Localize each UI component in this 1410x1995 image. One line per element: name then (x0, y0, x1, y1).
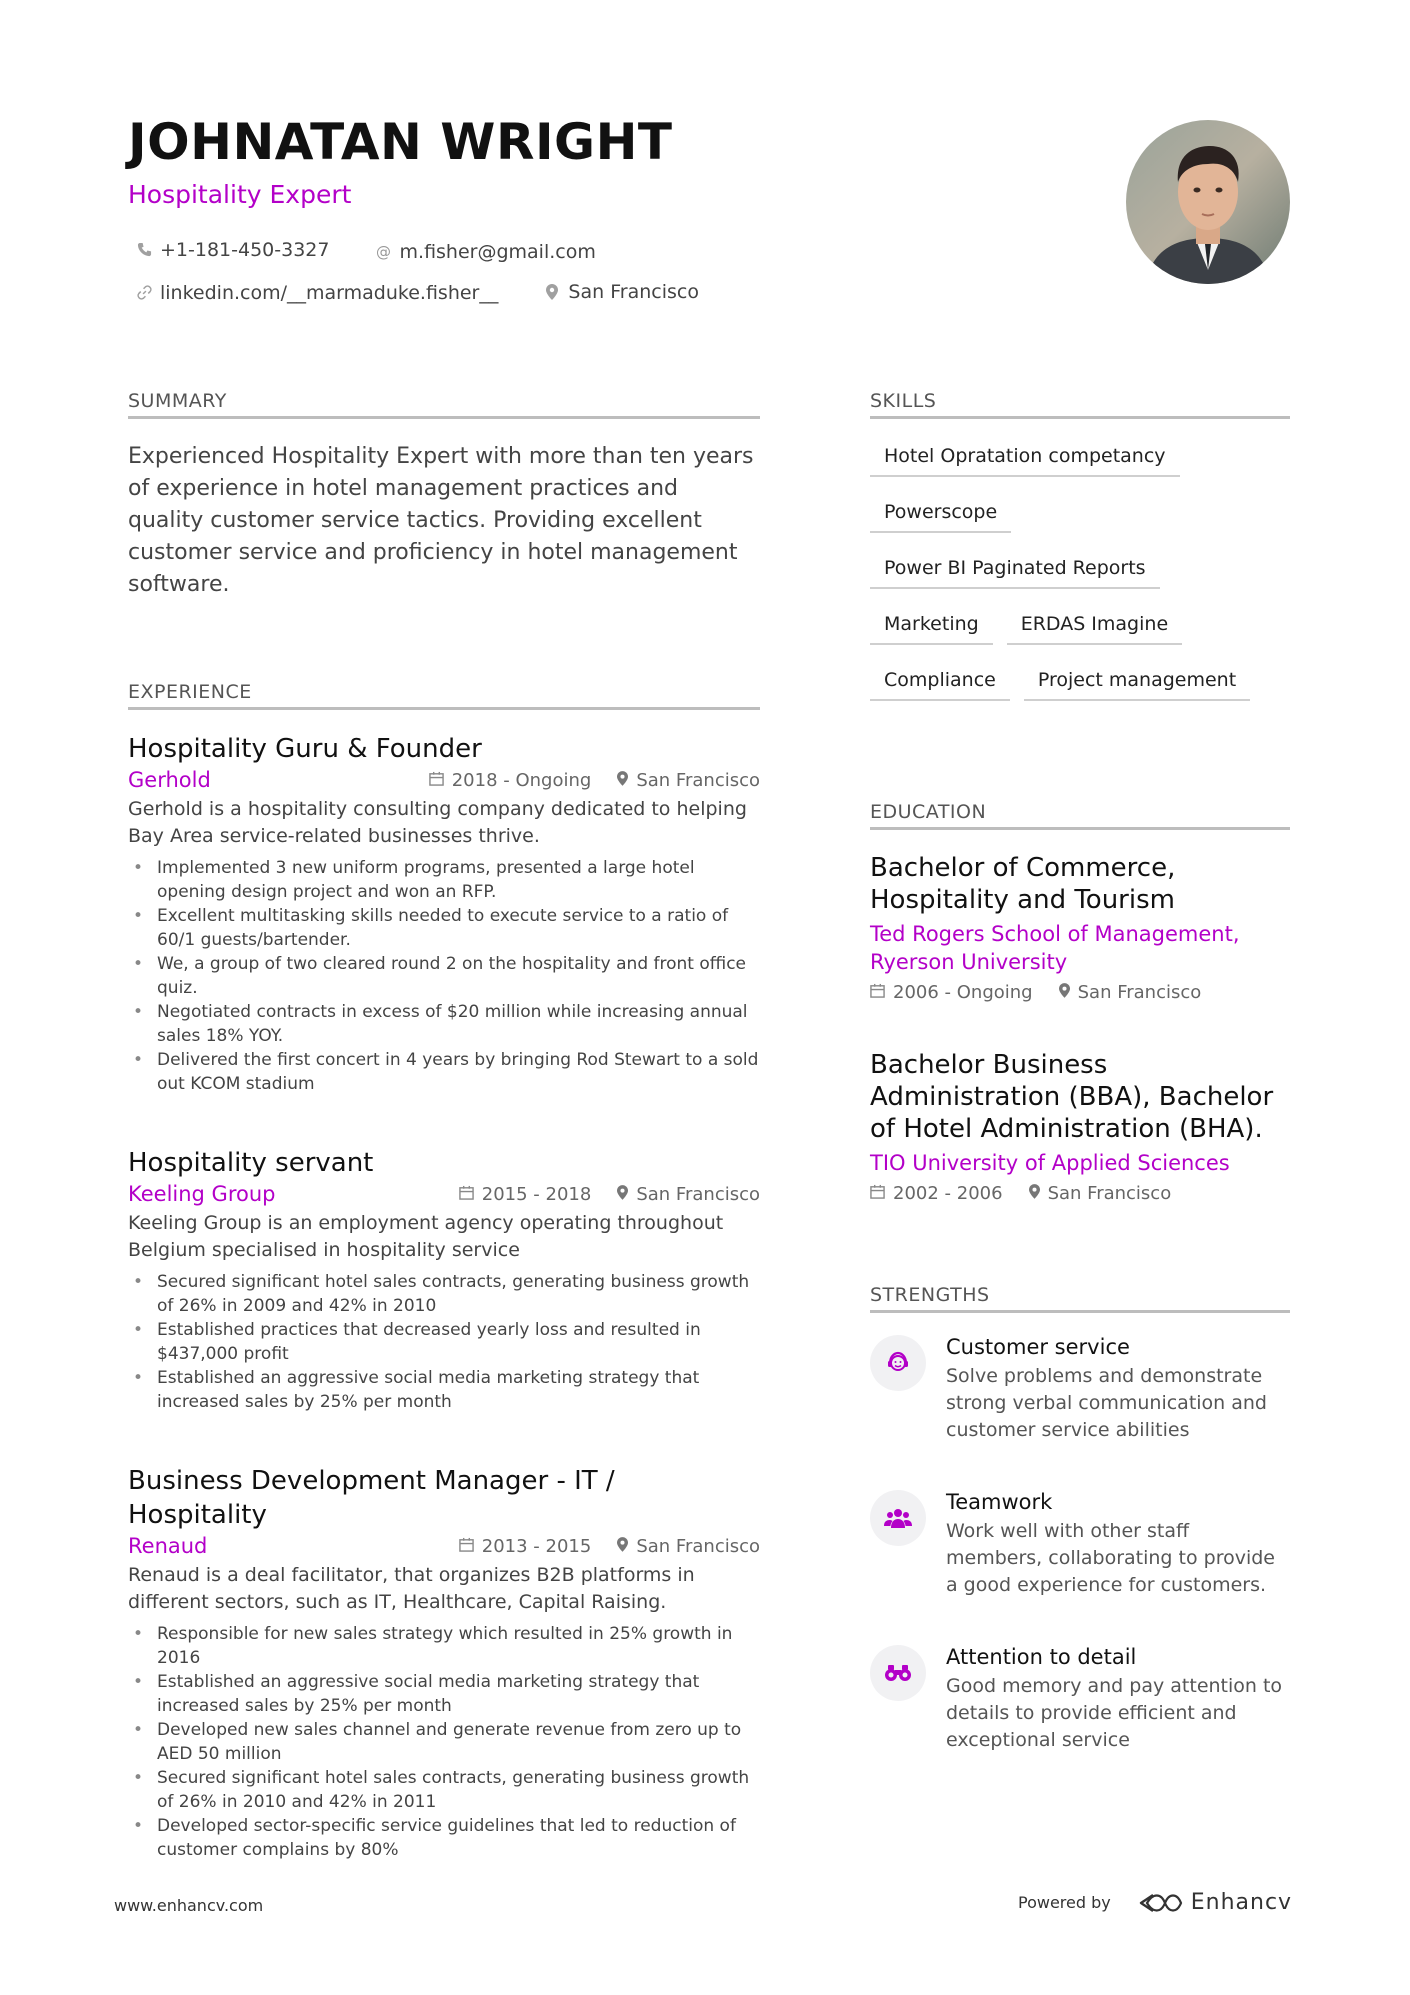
email-text: m.fisher@gmail.com (399, 241, 596, 263)
school-name: Ted Rogers School of Management, Ryerson University (870, 922, 1240, 974)
strength-description: Good memory and pay attention to details to provide efficient and exceptional service (946, 1675, 1283, 1751)
calendar-icon (870, 983, 885, 1002)
education-dates: 2006 - Ongoing (893, 982, 1033, 1003)
job-title: Hospitality servant (128, 1148, 374, 1178)
profile-photo (1126, 120, 1290, 284)
skills-heading: SKILLS (870, 390, 1290, 419)
calendar-icon (459, 1185, 474, 1204)
job-location: San Francisco (636, 1535, 760, 1557)
skill-tag: Hotel Opratation competancy (870, 441, 1180, 477)
job-bullet: • Implemented 3 new uniform programs, presented a large hotel opening design project and won an RFP. (128, 856, 760, 904)
contact-location (544, 278, 699, 306)
job-dates: 2013 - 2015 (481, 1535, 592, 1557)
binoculars-icon (870, 1645, 926, 1701)
job-bullet: • We, a group of two cleared round 2 on the hospitality and front office quiz. (128, 952, 760, 1000)
contact-phone[interactable] (136, 236, 329, 264)
education-entry (870, 852, 1290, 1003)
skill-tag: Power BI Paginated Reports (870, 553, 1160, 589)
location-pin-icon (617, 1185, 628, 1204)
job-description: Gerhold is a hospitality consulting company dedicated to helping Bay Area service-related businesses thrive. (128, 798, 747, 847)
skills-list (870, 441, 1290, 721)
skill-tag: Project management (1024, 665, 1250, 701)
strength-description: Solve problems and demonstrate strong verbal communication and customer service abilities (946, 1365, 1267, 1441)
job-title: Hospitality Guru & Founder (128, 734, 482, 764)
school-name: TIO University of Applied Sciences (870, 1151, 1230, 1175)
skill-tag: Compliance (870, 665, 1010, 701)
experience-heading: EXPERIENCE (128, 681, 760, 710)
skill-tag: Powerscope (870, 497, 1011, 533)
education-entry (870, 1049, 1290, 1204)
job-bullet: • Responsible for new sales strategy which resulted in 25% growth in 2016 (128, 1622, 760, 1670)
phone-text: +1-181-450-3327 (160, 239, 330, 261)
strength-entry (870, 1335, 1290, 1444)
location-pin-icon (1059, 983, 1070, 1002)
job-description: Keeling Group is an employment agency operating throughout Belgium specialised in hospitality service (128, 1212, 724, 1261)
strength-title: Teamwork (946, 1490, 1053, 1514)
calendar-icon (429, 771, 444, 790)
skill-tag: Marketing (870, 609, 993, 645)
footer-website[interactable]: www.enhancv.com (114, 1896, 264, 1915)
strengths-heading: STRENGTHS (870, 1284, 1290, 1313)
enhancv-logo-icon (1137, 1891, 1183, 1915)
location-pin-icon (544, 284, 560, 300)
company-name: Renaud (128, 1534, 208, 1558)
experience-entry (128, 1146, 760, 1414)
skill-tag: ERDAS Imagine (1007, 609, 1182, 645)
education-location: San Francisco (1077, 982, 1202, 1003)
job-bullets (128, 1270, 760, 1414)
summary-heading: SUMMARY (128, 390, 760, 419)
job-dates: 2015 - 2018 (481, 1183, 592, 1205)
location-pin-icon (1029, 1184, 1040, 1203)
job-bullet: • Established an aggressive social media marketing strategy that increased sales by 25% per month (128, 1366, 760, 1414)
degree-title: Bachelor of Commerce, Hospitality and Tourism (870, 853, 1176, 915)
strength-description: Work well with other staff members, collaborating to provide a good experience for customers. (946, 1520, 1275, 1596)
right-column (870, 390, 1290, 1800)
job-location: San Francisco (636, 1183, 760, 1205)
education-location: San Francisco (1047, 1183, 1172, 1204)
at-icon: @ (376, 243, 392, 261)
job-location: San Francisco (636, 769, 760, 791)
job-bullet: • Secured significant hotel sales contracts, generating business growth of 26% in 2010 and 42% in 2011 (128, 1766, 760, 1814)
candidate-name: JOHNATAN WRIGHT (128, 113, 673, 171)
education-heading: EDUCATION (870, 801, 1290, 830)
calendar-icon (459, 1537, 474, 1556)
linkedin-text: linkedin.com/__marmaduke.fisher__ (160, 282, 499, 304)
location-pin-icon (617, 771, 628, 790)
calendar-icon (870, 1184, 885, 1203)
job-bullet: • Secured significant hotel sales contracts, generating business growth of 26% in 2009 and 42% in 2010 (128, 1270, 760, 1318)
strength-title: Customer service (946, 1335, 1130, 1359)
job-bullets (128, 1622, 760, 1862)
strength-title: Attention to detail (946, 1645, 1137, 1669)
job-bullet: • Negotiated contracts in excess of $20 million while increasing annual sales 18% YOY. (128, 1000, 760, 1048)
job-bullet: • Established an aggressive social media marketing strategy that increased sales by 25% per month (128, 1670, 760, 1718)
powered-by-text: Powered by (1018, 1893, 1111, 1912)
degree-title: Bachelor Business Administration (BBA), Bachelor of Hotel Administration (BHA). (870, 1050, 1274, 1144)
summary-text: Experienced Hospitality Expert with more than ten years of experience in hotel management practices and quality customer service tactics. Providing excellent customer service and proficiency in hotel management software. (128, 444, 754, 597)
job-description: Renaud is a deal facilitator, that organizes B2B platforms in different sectors, such as IT, Healthcare, Capital Raising. (128, 1564, 695, 1613)
job-bullet: • Delivered the first concert in 4 years by bringing Rod Stewart to a sold out KCOM stadium (128, 1048, 760, 1096)
experience-entry (128, 1464, 760, 1862)
location-pin-icon (617, 1537, 628, 1556)
job-bullet: • Excellent multitasking skills needed to execute service to a ratio of 60/1 guests/bartender. (128, 904, 760, 952)
experience-entry (128, 732, 760, 1096)
job-bullet: • Established practices that decreased yearly loss and resulted in $437,000 profit (128, 1318, 760, 1366)
contact-linkedin[interactable] (136, 279, 498, 307)
phone-icon (136, 242, 152, 258)
job-bullets (128, 856, 760, 1096)
location-text: San Francisco (568, 281, 699, 303)
job-bullet: • Developed sector-specific service guidelines that led to reduction of customer complains by 80% (128, 1814, 760, 1862)
job-title: Business Development Manager - IT / Hospitality (128, 1466, 615, 1530)
brand-name: Enhancv (1190, 1890, 1293, 1915)
team-icon (870, 1490, 926, 1546)
customer-service-icon (870, 1335, 926, 1391)
education-dates: 2002 - 2006 (893, 1183, 1003, 1204)
strength-entry (870, 1490, 1290, 1599)
footer-branding (1018, 1890, 1292, 1915)
candidate-headline: Hospitality Expert (128, 180, 352, 209)
left-column (128, 390, 760, 1912)
job-bullet: • Developed new sales channel and generate revenue from zero up to AED 50 million (128, 1718, 760, 1766)
company-name: Gerhold (128, 768, 211, 792)
link-icon (136, 285, 152, 301)
strength-entry (870, 1645, 1290, 1754)
company-name: Keeling Group (128, 1182, 276, 1206)
job-dates: 2018 - Ongoing (451, 769, 592, 791)
contact-email[interactable] (376, 238, 596, 266)
contact-list (136, 236, 976, 319)
